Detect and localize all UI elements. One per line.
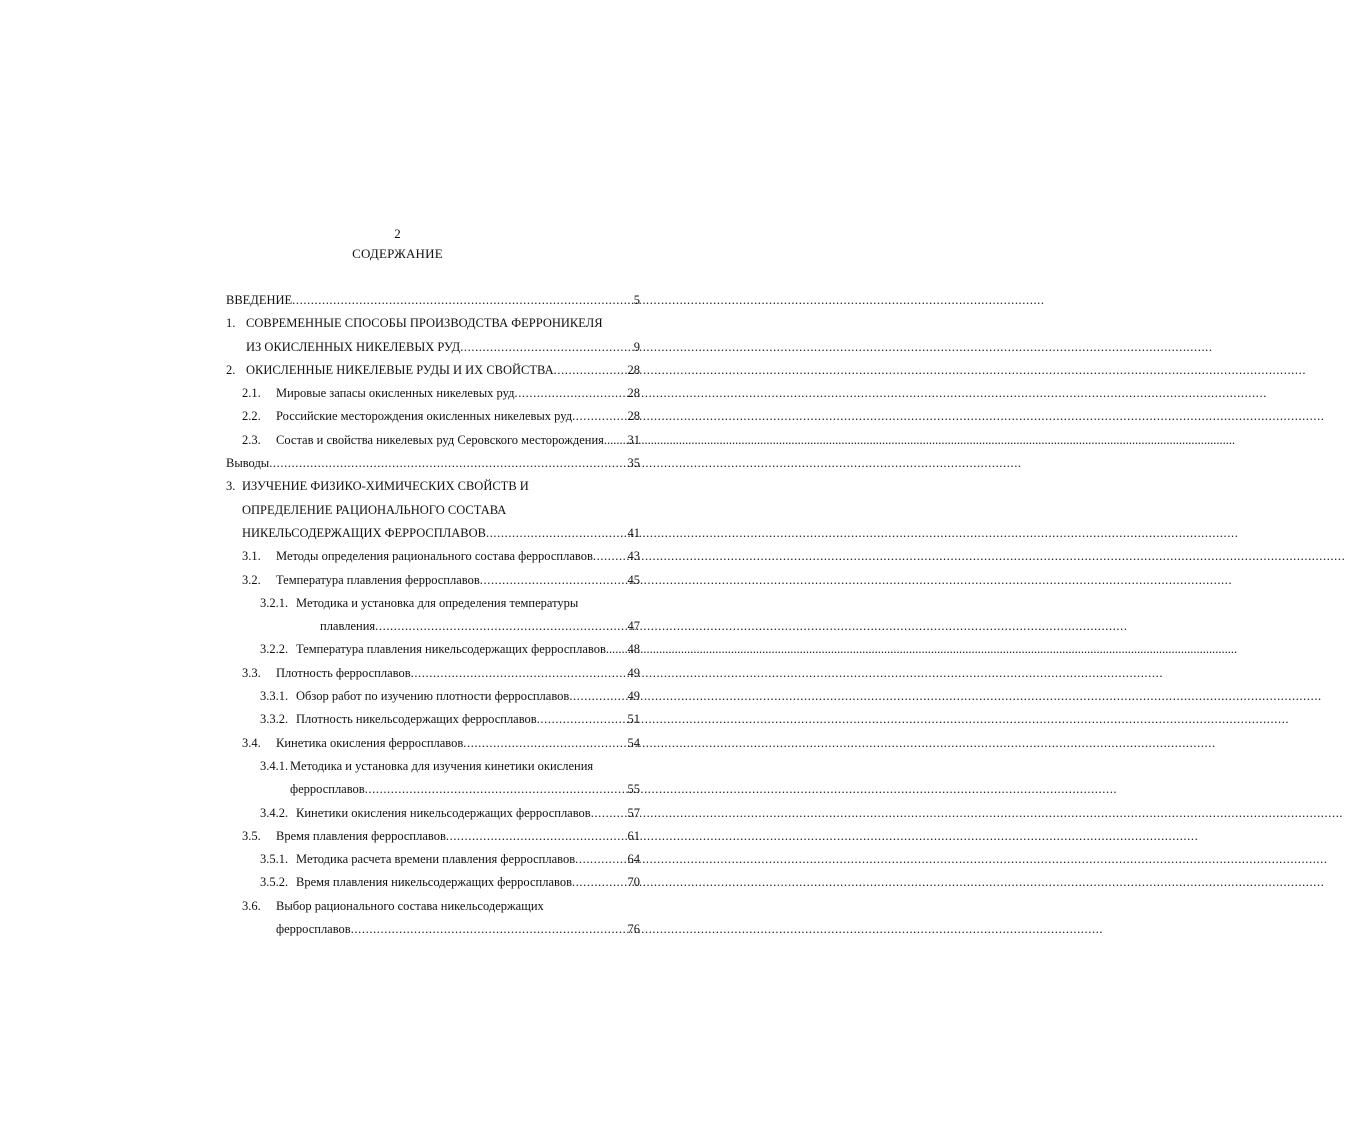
- toc-entry-title: Выводы: [226, 456, 270, 471]
- toc-entry-title: Плотность ферросплавов: [276, 665, 411, 680]
- toc-entry-title: Обзор работ по изучению плотности ферросплавов: [296, 689, 570, 704]
- toc-entry-title: Время плавления никельсодержащих ферросплавов: [296, 875, 572, 890]
- toc-entry-number: 3.5.: [242, 828, 261, 843]
- toc-entry-conclusions[interactable]: [226, 452, 640, 475]
- dot-leader: [351, 918, 628, 941]
- toc-entry-page: 47: [627, 619, 640, 634]
- toc-entry-title: Плотность никельсодержащих ферросплавов: [296, 712, 537, 727]
- toc-entry-3-5[interactable]: [226, 825, 640, 848]
- toc-entry-title: НИКЕЛЬСОДЕРЖАЩИХ ФЕРРОСПЛАВОВ: [242, 525, 486, 540]
- toc-entry-page: 61: [627, 828, 640, 843]
- toc-entry-title: ВВЕДЕНИЕ: [226, 293, 293, 307]
- dot-leader: [460, 336, 634, 359]
- toc-entry-3-2-1-cont[interactable]: [226, 615, 640, 638]
- toc-entry-title: Температура плавления никельсодержащих ферросплавов: [296, 642, 606, 657]
- toc-entry-title: Методика и установка для изучения кинетики окисления: [290, 758, 594, 773]
- toc-entry-number: 3.3.: [242, 665, 261, 680]
- dot-leader: [480, 569, 628, 592]
- toc-entry-3-5-1[interactable]: [226, 848, 640, 871]
- toc-entry-page: 43: [627, 549, 640, 564]
- toc-entry-title: Время плавления ферросплавов: [276, 828, 446, 843]
- toc-entry-title: Методика расчета времени плавления ферросплавов: [296, 852, 576, 867]
- toc-entry-page: 55: [627, 782, 640, 797]
- toc-entry-3-5-2[interactable]: [226, 871, 640, 894]
- toc-entry-number: 3.: [226, 479, 236, 494]
- dot-leader: [411, 662, 628, 685]
- toc-entry-3-2[interactable]: [226, 569, 640, 592]
- toc-entry-page: 28: [627, 386, 640, 401]
- toc-entry-chapter-3-cont-2[interactable]: [226, 522, 640, 545]
- toc-entry-chapter-1-cont[interactable]: [226, 336, 640, 359]
- dot-leader: [575, 848, 627, 871]
- toc-entry-title: Кинетика окисления ферросплавов: [276, 735, 464, 750]
- toc-entry-introduction[interactable]: [226, 289, 640, 312]
- toc-entry-3-2-1[interactable]: [226, 592, 640, 615]
- toc-entry-3-1[interactable]: [226, 545, 640, 568]
- toc-entry-title: Температура плавления ферросплавов: [276, 572, 480, 587]
- toc-entry-title: ИЗУЧЕНИЕ ФИЗИКО-ХИМИЧЕСКИХ СВОЙСТВ И: [242, 479, 529, 494]
- toc-entry-title: ферросплавов: [276, 922, 351, 937]
- toc-entry-3-6-cont[interactable]: [226, 918, 640, 941]
- toc-entry-3-2-2[interactable]: [226, 638, 640, 661]
- toc-entry-chapter-2[interactable]: [226, 359, 640, 382]
- toc-entry-page: 54: [627, 735, 640, 750]
- toc-entry-number: 3.2.1.: [260, 595, 289, 610]
- dot-leader: [572, 871, 628, 894]
- toc-entry-title: Российские месторождения окисленных никелевых руд: [276, 409, 573, 424]
- toc-entry-title: ферросплавов: [290, 782, 365, 797]
- toc-entry-chapter-3-cont-1[interactable]: [226, 499, 640, 522]
- toc-entry-number: 2.2.: [242, 409, 261, 424]
- toc-entry-page: 64: [627, 852, 640, 867]
- toc-entry-page: 49: [627, 689, 640, 704]
- toc-entry-page: 31: [627, 432, 640, 447]
- dot-leader: [486, 522, 628, 545]
- dot-leader: [463, 732, 627, 755]
- dot-leader: [604, 429, 628, 452]
- toc-entry-page: 49: [627, 665, 640, 680]
- toc-entry-page: 57: [627, 805, 640, 820]
- toc-entry-number: 3.5.1.: [260, 852, 289, 867]
- toc-entry-number: 3.3.1.: [260, 689, 289, 704]
- toc-entry-page: 5: [633, 293, 640, 307]
- toc-entry-3-6[interactable]: [226, 895, 640, 918]
- toc-entry-title: Кинетики окисления никельсодержащих ферросплавов: [296, 805, 591, 820]
- dot-leader: [446, 825, 628, 848]
- toc-entry-title: ИЗ ОКИСЛЕННЫХ НИКЕЛЕВЫХ РУД: [246, 339, 461, 354]
- toc-entry-number: 2.1.: [242, 386, 261, 401]
- toc-title: СОДЕРЖАНИЕ: [352, 246, 443, 261]
- toc-entry-number: 3.2.2.: [260, 642, 289, 657]
- toc-entry-3-4-2[interactable]: [226, 802, 640, 825]
- toc-entry-2-1[interactable]: [226, 382, 640, 405]
- dot-leader: [537, 708, 628, 731]
- toc-entry-2-2[interactable]: [226, 405, 640, 428]
- toc-entry-number: 3.2.: [242, 572, 261, 587]
- toc-entry-title: СОВРЕМЕННЫЕ СПОСОБЫ ПРОИЗВОДСТВА ФЕРРОНИКЕЛЯ: [246, 316, 603, 331]
- dot-leader: [514, 382, 627, 405]
- toc-entry-page: 48: [627, 642, 640, 657]
- toc-entry-number: 3.4.2.: [260, 805, 289, 820]
- toc-entry-page: 70: [627, 875, 640, 890]
- toc-entry-title: Выбор рационального состава никельсодержащих: [276, 898, 544, 913]
- toc-entry-3-3[interactable]: [226, 662, 640, 685]
- toc-entry-title: ОПРЕДЕЛЕНИЕ РАЦИОНАЛЬНОГО СОСТАВА: [242, 502, 507, 517]
- toc-entry-page: 41: [627, 525, 640, 540]
- toc-entry-page: 45: [627, 572, 640, 587]
- dot-leader: [554, 359, 628, 382]
- dot-leader: [292, 289, 634, 312]
- toc-entry-title: ОКИСЛЕННЫЕ НИКЕЛЕВЫЕ РУДЫ И ИХ СВОЙСТВА: [246, 362, 554, 377]
- toc-entry-page: 51: [627, 712, 640, 727]
- dot-leader: [593, 545, 628, 568]
- toc-entry-number: 2.: [226, 362, 236, 377]
- toc-entry-3-3-2[interactable]: [226, 708, 640, 731]
- toc-entry-number: 3.5.2.: [260, 875, 289, 890]
- table-of-contents: [226, 289, 640, 941]
- toc-entry-page: 28: [627, 409, 640, 424]
- dot-leader: [375, 615, 627, 638]
- toc-entry-title: Состав и свойства никелевых руд Серовского месторождения: [276, 432, 604, 447]
- dot-leader: [606, 638, 628, 661]
- toc-entry-3-3-1[interactable]: [226, 685, 640, 708]
- toc-entry-number: 3.3.2.: [260, 712, 289, 727]
- toc-entry-number: 1.: [226, 316, 236, 331]
- page-number: 2: [394, 226, 401, 241]
- toc-entry-number: 2.3.: [242, 432, 261, 447]
- dot-leader: [591, 802, 628, 825]
- dot-leader: [572, 405, 627, 428]
- toc-entry-number: 3.4.: [242, 735, 261, 750]
- toc-entry-3-4-1-cont[interactable]: [226, 778, 640, 801]
- toc-entry-chapter-1[interactable]: [226, 312, 640, 335]
- toc-entry-3-4[interactable]: [226, 732, 640, 755]
- toc-entry-3-4-1[interactable]: [226, 755, 640, 778]
- toc-entry-2-3[interactable]: [226, 429, 640, 452]
- toc-entry-page: 35: [627, 456, 640, 471]
- toc-entry-chapter-3[interactable]: [226, 475, 640, 498]
- toc-entry-number: 3.6.: [242, 898, 261, 913]
- toc-entry-title: плавления: [320, 619, 376, 634]
- toc-entry-page: 28: [627, 362, 640, 377]
- toc-entry-title: Методы определения рационального состава ферросплавов: [276, 549, 593, 564]
- toc-entry-number: 3.4.1.: [260, 758, 289, 773]
- dot-leader: [269, 452, 627, 475]
- toc-entry-page: 76: [627, 922, 640, 937]
- toc-entry-page: 9: [633, 339, 640, 354]
- dot-leader: [365, 778, 628, 801]
- toc-entry-title: Методика и установка для определения температуры: [296, 595, 579, 610]
- toc-entry-number: 3.1.: [242, 549, 261, 564]
- toc-entry-title: Мировые запасы окисленных никелевых руд: [276, 386, 515, 401]
- dot-leader: [569, 685, 627, 708]
